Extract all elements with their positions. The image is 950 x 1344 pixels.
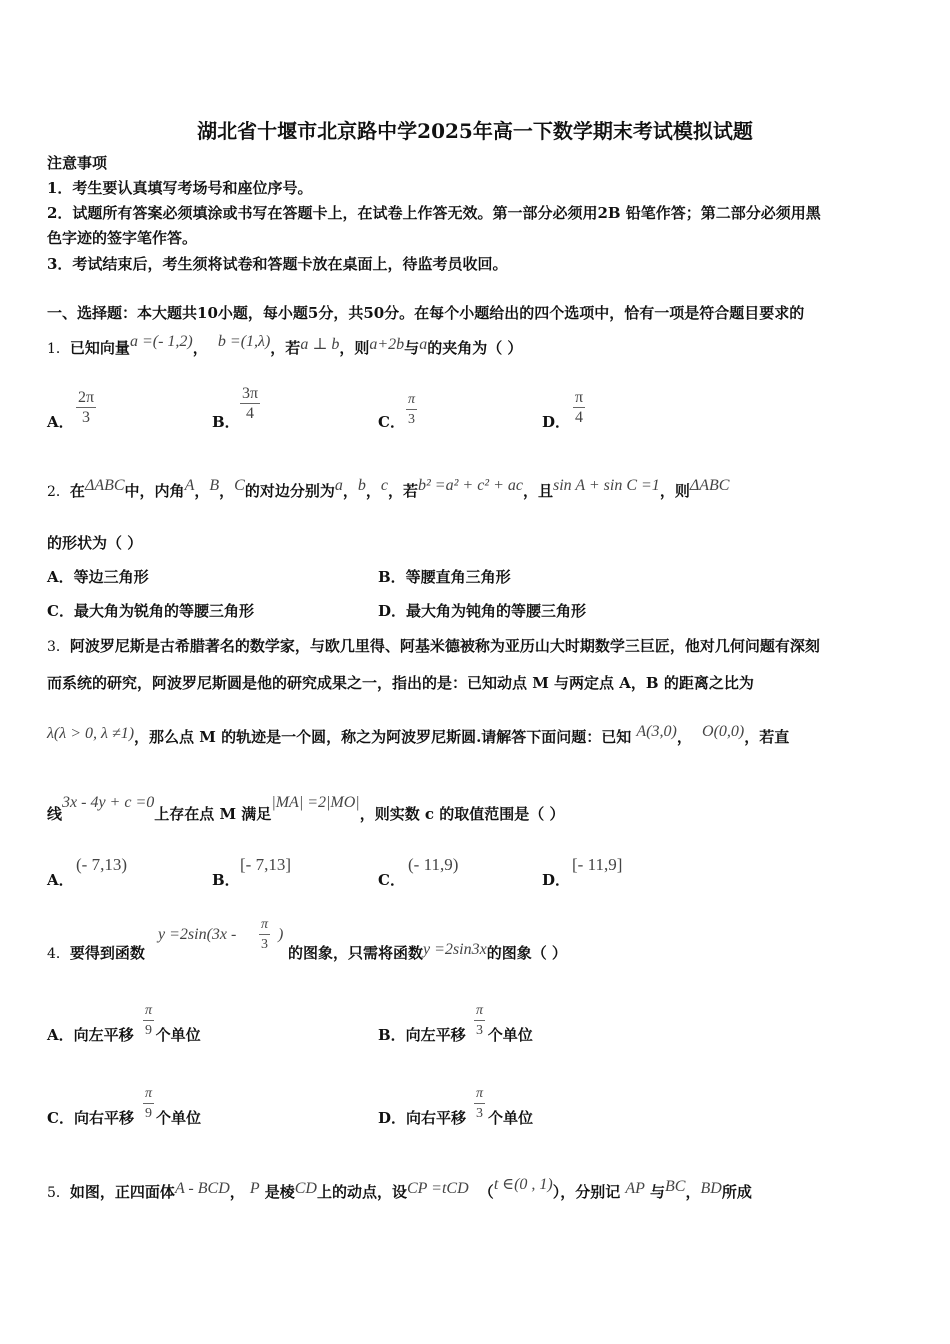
numerator: π bbox=[145, 1003, 153, 1018]
question-5 bbox=[47, 1177, 752, 1208]
numerator: 2π bbox=[78, 389, 95, 406]
q5-text: （ bbox=[478, 1183, 494, 1201]
q2-text: ，则 bbox=[659, 482, 690, 500]
q1-option-c-label: C． bbox=[378, 413, 405, 431]
q5-text: ），分别记 bbox=[552, 1183, 621, 1201]
option-label: C．向右平移 bbox=[47, 1109, 134, 1127]
q4-option-a bbox=[47, 1024, 201, 1045]
q5-text: 如图，正四面体 bbox=[69, 1183, 175, 1201]
q1-option-c-fraction bbox=[406, 391, 417, 430]
q1-text: ，则 bbox=[339, 339, 370, 357]
q3-option-c-value: (- 11,9) bbox=[408, 855, 459, 874]
q3-option-d-label: D． bbox=[542, 871, 571, 889]
q3-line4 bbox=[47, 794, 565, 830]
q3-text: 上存在点 M 满足 bbox=[154, 805, 272, 823]
q3-option-b-label: B． bbox=[212, 871, 240, 889]
q5-text: 上的动点，设 bbox=[316, 1183, 407, 1201]
q4-math: y =2sin3x bbox=[423, 941, 487, 958]
question-number: 2． bbox=[47, 484, 70, 500]
q2-option-b: B．等腰直角三角形 bbox=[378, 568, 511, 586]
q2-line2: 的形状为（ ） bbox=[47, 534, 143, 552]
q2-text: ， bbox=[365, 482, 381, 500]
q1-option-d-label: D． bbox=[542, 413, 571, 431]
option-label: D．向右平移 bbox=[378, 1109, 467, 1127]
q3-text: ， bbox=[676, 728, 692, 746]
question-1 bbox=[47, 333, 522, 364]
option-tail: 个单位 bbox=[488, 1109, 534, 1127]
q3-math: O(0,0) bbox=[702, 723, 745, 740]
q1-text: ，若 bbox=[270, 339, 301, 357]
q4-option-d bbox=[378, 1107, 533, 1128]
option-tail: 个单位 bbox=[487, 1026, 533, 1044]
q5-math: BD bbox=[700, 1180, 722, 1197]
denominator: 3 bbox=[476, 1106, 483, 1121]
q3-option-a-value: (- 7,13) bbox=[76, 855, 127, 874]
question-number: 3． bbox=[47, 639, 70, 655]
denominator: 4 bbox=[575, 409, 584, 426]
q3-option-d-value: [- 11,9] bbox=[572, 855, 623, 874]
q3-line1 bbox=[47, 635, 820, 656]
denominator: 3 bbox=[82, 409, 91, 426]
q2-math: b² =a² + c² + ac bbox=[418, 477, 523, 494]
numerator: π bbox=[145, 1086, 153, 1101]
q1-vector-a: a =(- 1,2) bbox=[129, 333, 193, 350]
q2-text: ， bbox=[219, 482, 235, 500]
section-heading: 一、选择题：本大题共10小题，每小题5分，共50分。在每个小题给出的四个选项中，恰有一项是符合题目要求的 bbox=[47, 304, 805, 322]
q1-option-a-fraction bbox=[76, 389, 96, 428]
q5-math: t ∈(0 , 1) bbox=[493, 1176, 553, 1193]
q2-math: C bbox=[234, 477, 245, 494]
q3-line2: 而系统的研究，阿波罗尼斯圆是他的研究成果之一，指出的是：已知动点 M 与两定点 A，B 的距离之比为 bbox=[47, 674, 754, 692]
option-tail: 个单位 bbox=[155, 1109, 201, 1127]
q5-math: BC bbox=[665, 1178, 686, 1195]
q2-math: a bbox=[334, 477, 343, 494]
q3-line3 bbox=[47, 722, 789, 753]
q4-func-fraction bbox=[259, 916, 270, 955]
q4-func-end: ) bbox=[278, 926, 284, 943]
q3-option-b-value: [- 7,13] bbox=[240, 855, 291, 874]
q2-text: ， bbox=[342, 482, 358, 500]
q2-text: 在 bbox=[69, 482, 85, 500]
q3-text: 线 bbox=[47, 805, 63, 823]
option-label: A．向左平移 bbox=[47, 1026, 134, 1044]
notice-heading: 注意事项 bbox=[47, 154, 108, 172]
q1-option-d-fraction bbox=[573, 389, 585, 428]
q5-math: A - BCD bbox=[174, 1180, 230, 1197]
q2-text: ，且 bbox=[522, 482, 553, 500]
q4-text: 的图象，只需将函数 bbox=[288, 944, 424, 962]
question-number: 4． bbox=[47, 946, 70, 962]
q1-option-b-fraction bbox=[240, 385, 260, 424]
notice-item-2: 2．试题所有答案必须填涂或书写在答题卡上，在试卷上作答无效。第一部分必须用2B 铅笔作答；第二部分必须用黑 bbox=[47, 204, 821, 222]
q4-option-c-fraction bbox=[143, 1085, 154, 1124]
q4-text: 的图象（ ） bbox=[486, 944, 567, 962]
q4-option-d-fraction bbox=[474, 1085, 485, 1124]
numerator: π bbox=[476, 1003, 484, 1018]
q5-math: CP =tCD bbox=[407, 1180, 469, 1197]
denominator: 4 bbox=[246, 405, 255, 422]
denominator: 9 bbox=[145, 1023, 152, 1038]
denominator: 3 bbox=[476, 1023, 483, 1038]
q2-option-d: D．最大角为钝角的等腰三角形 bbox=[378, 602, 587, 620]
q4-rest bbox=[288, 938, 567, 969]
q2-text: ， bbox=[194, 482, 210, 500]
q2-math: ΔABC bbox=[84, 477, 125, 494]
numerator: π bbox=[408, 392, 416, 407]
q2-option-a: A．等边三角形 bbox=[47, 568, 149, 586]
denominator: 9 bbox=[145, 1106, 152, 1121]
q1-sum: a+2b bbox=[369, 336, 405, 353]
q5-text: ， bbox=[685, 1183, 701, 1201]
q2-math: b bbox=[357, 477, 366, 494]
q4-text: 要得到函数 bbox=[69, 944, 145, 962]
q5-text: 与 bbox=[650, 1183, 666, 1201]
q1-text: ， bbox=[192, 339, 208, 357]
question-number: 1． bbox=[47, 341, 70, 357]
q2-math: c bbox=[380, 477, 388, 494]
q1-text: 的夹角为（ ） bbox=[427, 339, 523, 357]
q1-text: 已知向量 bbox=[69, 339, 130, 357]
q2-math: sin A + sin C =1 bbox=[553, 477, 660, 494]
numerator: π bbox=[575, 389, 584, 406]
q1-perp: a ⊥ b bbox=[300, 336, 340, 353]
q3-option-c-label: C． bbox=[378, 871, 405, 889]
q2-math: B bbox=[209, 477, 220, 494]
option-label: B．向左平移 bbox=[378, 1026, 466, 1044]
q2-text: 的对边分别为 bbox=[244, 482, 335, 500]
denominator: 3 bbox=[261, 937, 268, 952]
numerator: π bbox=[476, 1086, 484, 1101]
q5-text: ， bbox=[229, 1183, 245, 1201]
q1-text: 与 bbox=[404, 339, 420, 357]
q5-text: 所成 bbox=[721, 1183, 752, 1201]
q1-option-b-label: B． bbox=[212, 413, 240, 431]
q5-math: CD bbox=[294, 1180, 317, 1197]
page-title: 湖北省十堰市北京路中学2025年高一下数学期末考试模拟试题 bbox=[197, 119, 753, 143]
numerator: 3π bbox=[242, 385, 259, 402]
q1-vector-b: b =(1,λ) bbox=[217, 333, 271, 350]
q5-text: 是棱 bbox=[264, 1183, 295, 1201]
q3-text: ，那么点 M 的轨迹是一个圆，称之为阿波罗尼斯圆.请解答下面问题：已知 bbox=[134, 728, 632, 746]
q4-option-b-fraction bbox=[474, 1002, 485, 1041]
q2-text: ，若 bbox=[387, 482, 418, 500]
denominator: 3 bbox=[408, 412, 415, 427]
q4-option-b bbox=[378, 1024, 533, 1045]
q3-text: ，若直 bbox=[744, 728, 790, 746]
q5-math: P bbox=[249, 1180, 260, 1197]
q3-math: λ(λ > 0, λ ≠1) bbox=[47, 725, 135, 742]
notice-item-1: 1．考生要认真填写考场号和座位序号。 bbox=[47, 179, 313, 197]
option-tail: 个单位 bbox=[155, 1026, 201, 1044]
question-number: 5． bbox=[47, 1185, 70, 1201]
question-4 bbox=[47, 938, 145, 969]
q3-option-a-label: A． bbox=[47, 871, 74, 889]
question-2 bbox=[47, 476, 729, 507]
q2-math: ΔABC bbox=[689, 477, 730, 494]
q1-vec: a bbox=[419, 336, 428, 353]
q2-option-c: C．最大角为锐角的等腰三角形 bbox=[47, 602, 254, 620]
numerator: π bbox=[261, 917, 269, 932]
q3-math: A(3,0) bbox=[636, 723, 677, 740]
q2-text: 中，内角 bbox=[124, 482, 185, 500]
q3-text: 阿波罗尼斯是古希腊著名的数学家，与欧几里得、阿基米德被称为亚历山大时期数学三巨匠，他对几何问题有深刻 bbox=[69, 637, 820, 655]
q4-option-a-fraction bbox=[143, 1002, 154, 1041]
q3-math: 3x - 4y + c =0 bbox=[62, 794, 155, 811]
q3-math: |MA| =2|MO| bbox=[271, 794, 360, 811]
q3-text: ，则实数 c 的取值范围是（ ） bbox=[359, 805, 565, 823]
q5-math: AP bbox=[625, 1180, 645, 1197]
q4-option-c bbox=[47, 1107, 201, 1128]
q1-option-a-label: A． bbox=[47, 413, 74, 431]
notice-item-2-cont: 色字迹的签字笔作答。 bbox=[47, 229, 198, 247]
q4-func-start: y =2sin(3x - bbox=[158, 926, 237, 943]
notice-item-3: 3．考试结束后，考生须将试卷和答题卡放在桌面上，待监考员收回。 bbox=[47, 255, 508, 273]
q2-math: A bbox=[184, 477, 195, 494]
